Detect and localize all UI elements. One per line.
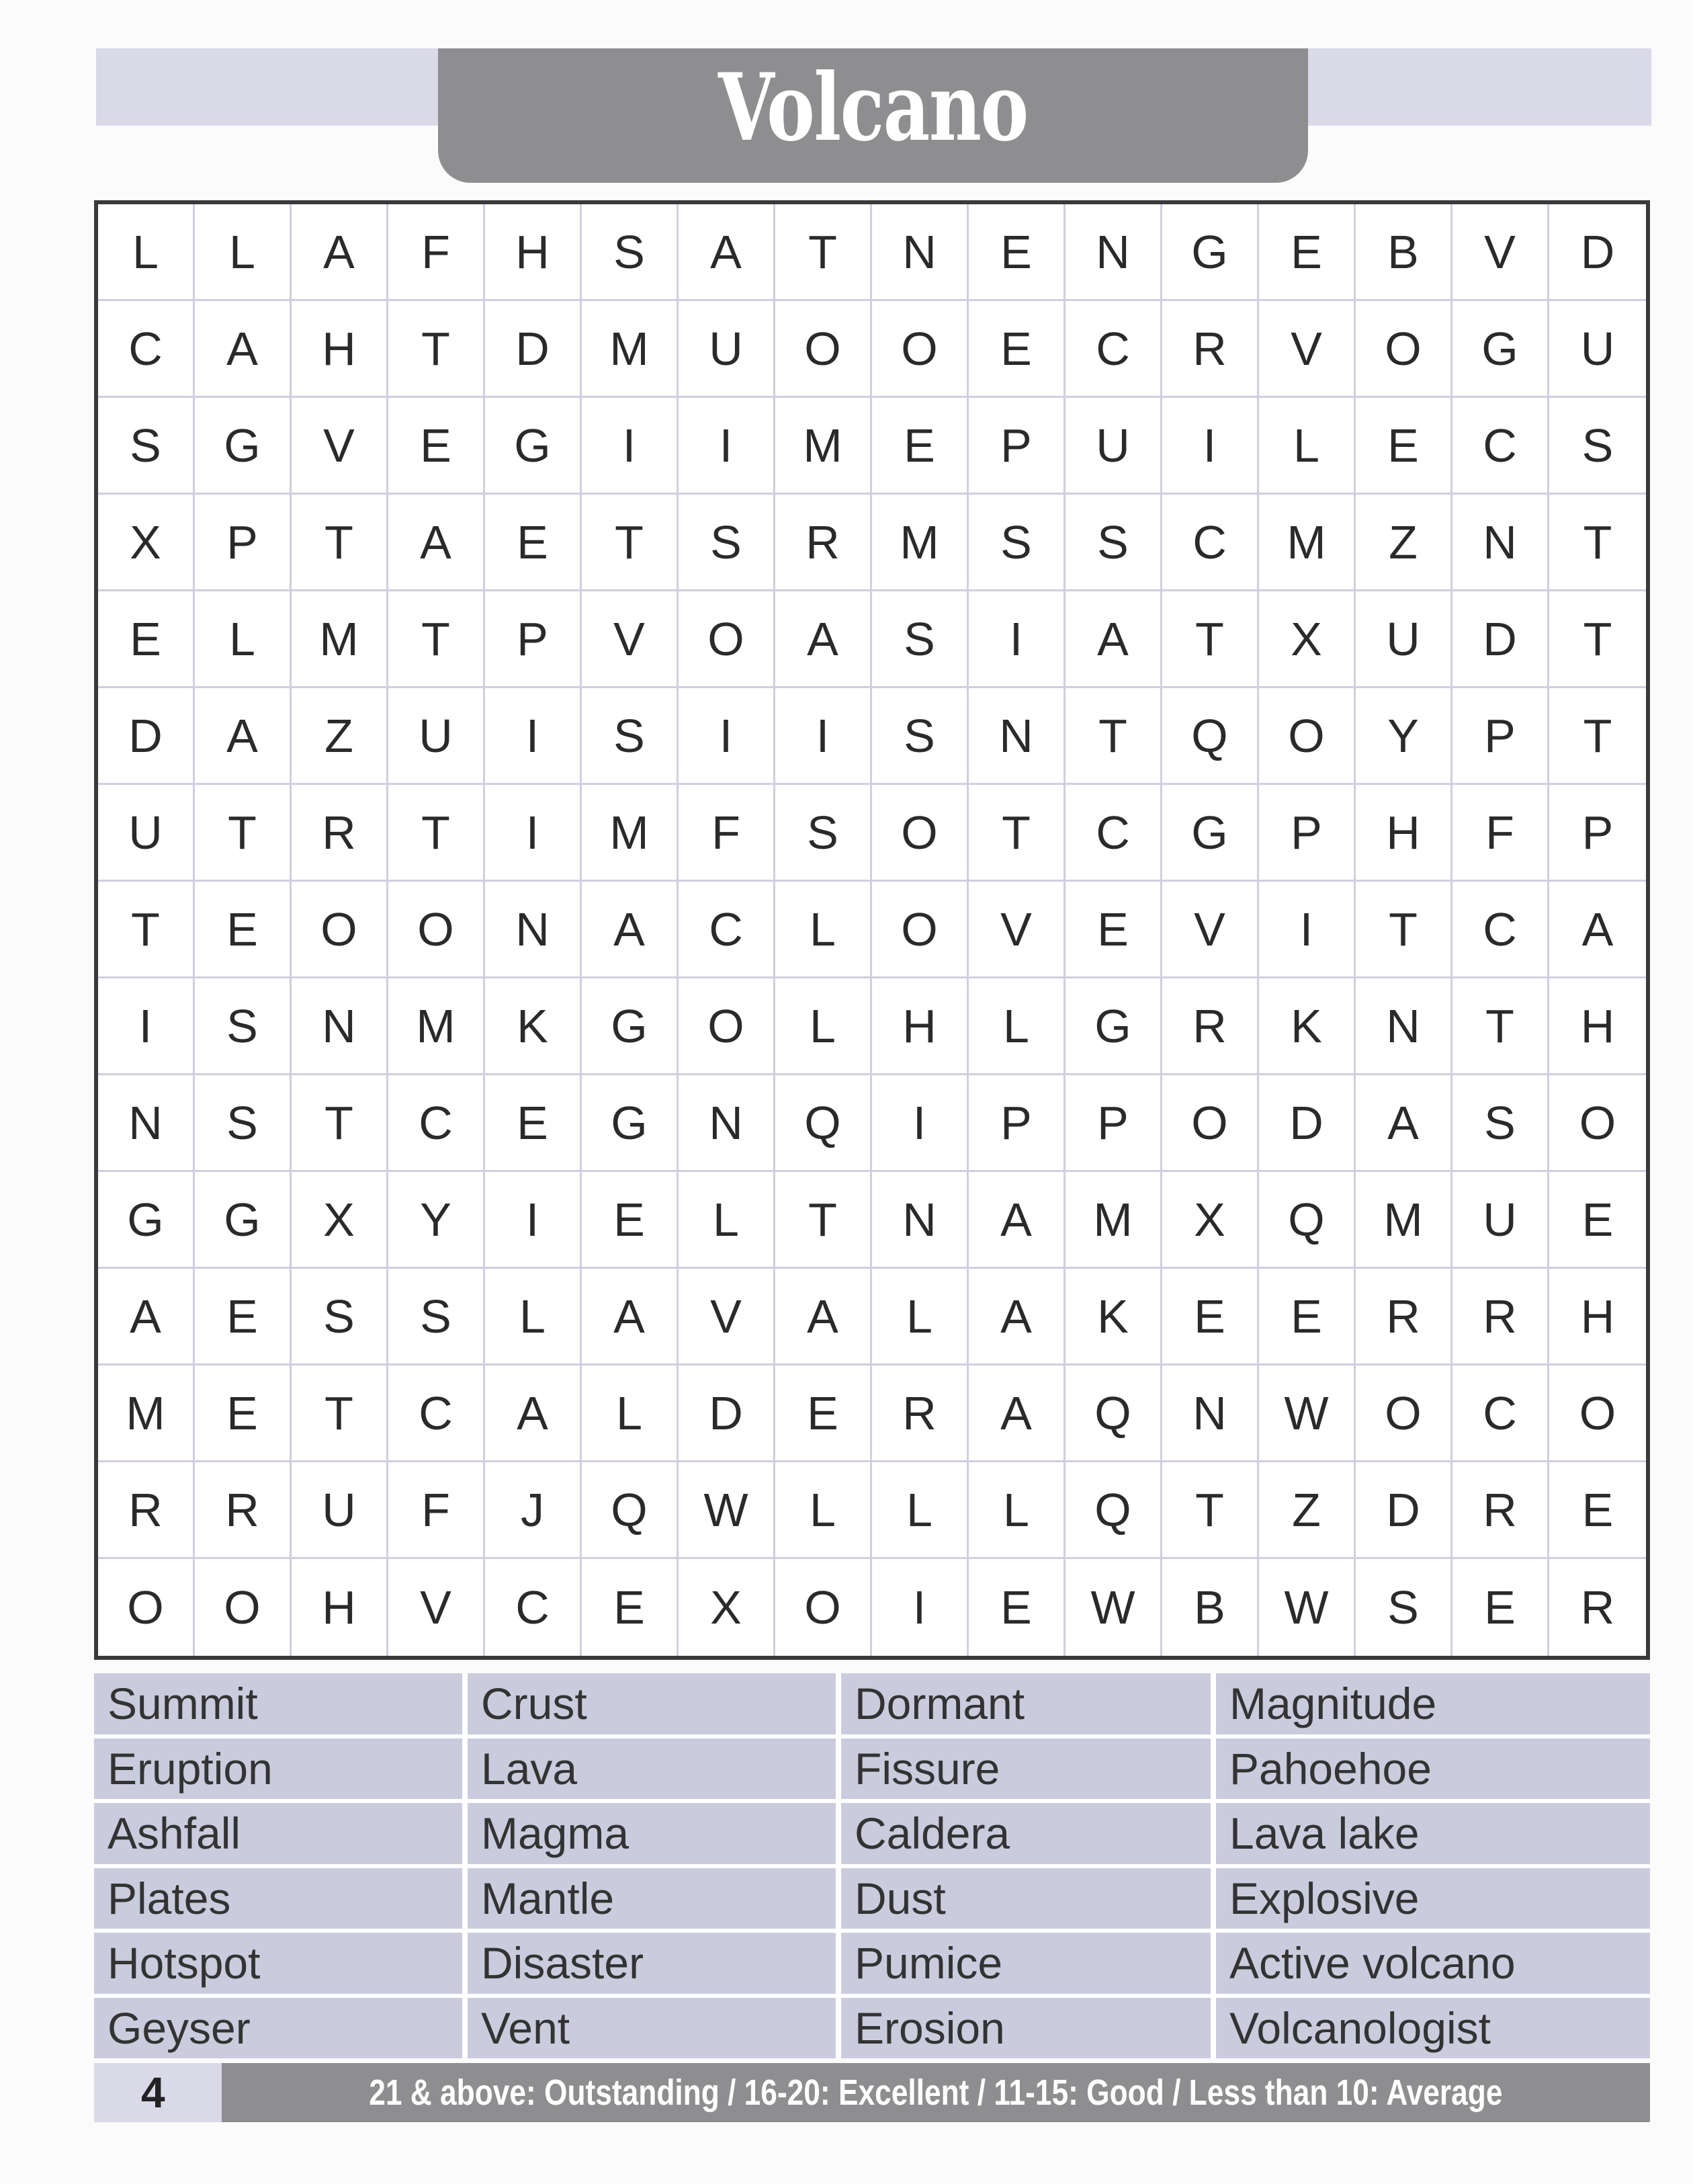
grid-cell[interactable]: T [1162,1462,1259,1559]
grid-cell[interactable]: H [1549,978,1646,1075]
grid-cell[interactable]: J [485,1462,582,1559]
grid-cell[interactable]: I [679,688,775,785]
grid-cell[interactable]: N [1066,204,1162,301]
grid-cell[interactable]: Z [1356,495,1452,591]
grid-cell[interactable]: B [1162,1559,1259,1656]
grid-cell[interactable]: E [969,204,1066,301]
grid-cell[interactable]: R [1452,1269,1549,1366]
grid-cell[interactable]: N [98,1075,195,1172]
grid-cell[interactable]: L [1259,398,1356,495]
word-item: Eruption [94,1738,462,1800]
grid-cell[interactable]: H [292,301,388,398]
grid-cell[interactable]: E [485,1075,582,1172]
grid-cell[interactable]: S [775,785,872,882]
grid-cell[interactable]: Q [775,1075,872,1172]
grid-cell[interactable]: G [1452,301,1549,398]
grid-cell[interactable]: E [1549,1462,1646,1559]
grid-cell[interactable]: S [1066,495,1162,591]
grid-cell[interactable]: M [98,1366,195,1462]
grid-cell[interactable]: R [1452,1462,1549,1559]
grid-cell[interactable]: T [292,1366,388,1462]
word-item: Summit [94,1673,462,1734]
grid-cell[interactable]: I [775,688,872,785]
grid-cell[interactable]: T [775,204,872,301]
grid-cell[interactable]: P [485,591,582,688]
grid-cell[interactable]: V [1162,882,1259,978]
grid-cell[interactable]: E [1066,882,1162,978]
word-item: Pahoehoe [1216,1738,1650,1800]
grid-cell[interactable]: G [195,398,292,495]
grid-cell[interactable]: H [1356,785,1452,882]
grid-cell[interactable]: L [872,1269,969,1366]
grid-cell[interactable]: P [1259,785,1356,882]
grid-cell[interactable]: R [292,785,388,882]
grid-cell[interactable]: H [1549,1269,1646,1366]
grid-cell[interactable]: S [582,204,679,301]
grid-cell[interactable]: F [388,1462,485,1559]
grid-cell[interactable]: T [98,882,195,978]
grid-cell[interactable]: F [679,785,775,882]
grid-cell[interactable]: K [1066,1269,1162,1366]
grid-cell[interactable]: U [1066,398,1162,495]
grid-cell[interactable]: E [582,1172,679,1269]
word-column [468,1673,836,2058]
grid-cell[interactable]: E [1452,1559,1549,1656]
grid-cell[interactable]: I [1162,398,1259,495]
grid-cell[interactable]: U [1356,591,1452,688]
grid-cell[interactable]: E [485,495,582,591]
grid-cell[interactable]: M [1259,495,1356,591]
grid-cell[interactable]: E [1356,398,1452,495]
word-item: Crust [468,1673,836,1734]
grid-cell[interactable]: V [292,398,388,495]
grid-cell[interactable]: A [969,1269,1066,1366]
grid-cell[interactable]: C [679,882,775,978]
grid-cell[interactable]: O [388,882,485,978]
grid-cell[interactable]: A [775,1269,872,1366]
grid-cell[interactable]: M [775,398,872,495]
grid-cell[interactable]: T [292,495,388,591]
grid-cell[interactable]: H [485,204,582,301]
grid-cell[interactable]: A [969,1366,1066,1462]
grid-cell[interactable]: S [1549,398,1646,495]
grid-cell[interactable]: F [1452,785,1549,882]
grid-cell[interactable]: A [195,688,292,785]
grid-cell[interactable]: K [485,978,582,1075]
word-item: Dust [841,1868,1211,1929]
grid-cell[interactable]: A [969,1172,1066,1269]
grid-cell[interactable]: I [485,785,582,882]
grid-cell[interactable]: E [195,1366,292,1462]
grid-cell[interactable]: R [98,1462,195,1559]
grid-cell[interactable]: G [582,1075,679,1172]
grid-cell[interactable]: U [1452,1172,1549,1269]
grid-cell[interactable]: T [1066,688,1162,785]
grid-cell[interactable]: N [485,882,582,978]
grid-cell[interactable]: C [1452,1366,1549,1462]
grid-cell[interactable]: O [1549,1366,1646,1462]
grid-cell[interactable]: L [775,978,872,1075]
grid-cell[interactable]: V [1259,301,1356,398]
grid-cell[interactable]: O [292,882,388,978]
grid-cell[interactable]: X [1162,1172,1259,1269]
grid-cell[interactable]: Q [1162,688,1259,785]
grid-cell[interactable]: X [98,495,195,591]
grid-cell[interactable]: P [969,1075,1066,1172]
grid-cell[interactable]: X [1259,591,1356,688]
grid-cell[interactable]: V [582,591,679,688]
word-item: Pumice [841,1933,1211,1994]
grid-cell[interactable]: I [485,1172,582,1269]
grid-cell[interactable]: E [969,301,1066,398]
grid-cell[interactable]: S [292,1269,388,1366]
grid-cell[interactable]: G [485,398,582,495]
grid-cell[interactable]: D [679,1366,775,1462]
grid-cell[interactable]: P [195,495,292,591]
grid-cell[interactable]: O [1356,1366,1452,1462]
grid-cell[interactable]: G [1162,785,1259,882]
grid-cell[interactable]: T [388,591,485,688]
grid-cell[interactable]: L [775,882,872,978]
word-item: Caldera [841,1803,1211,1864]
grid-cell[interactable]: S [679,495,775,591]
grid-cell[interactable]: I [582,398,679,495]
grid-cell[interactable]: G [98,1172,195,1269]
grid-cell[interactable]: E [582,1559,679,1656]
word-column [1216,1673,1650,2058]
word-item: Ashfall [94,1803,462,1864]
grid-cell[interactable]: G [1066,978,1162,1075]
grid-cell[interactable]: C [1452,882,1549,978]
word-column [841,1673,1211,2058]
grid-cell[interactable]: Q [582,1462,679,1559]
grid-cell[interactable]: S [872,688,969,785]
grid-cell[interactable]: T [1549,688,1646,785]
grid-cell[interactable]: L [679,1172,775,1269]
grid-cell[interactable]: S [388,1269,485,1366]
grid-cell[interactable]: O [195,1559,292,1656]
grid-cell[interactable]: G [195,1172,292,1269]
grid-cell[interactable]: V [1452,204,1549,301]
grid-cell[interactable]: A [582,882,679,978]
grid-cell[interactable]: V [388,1559,485,1656]
grid-cell[interactable]: R [1580,1581,1615,1634]
footer [94,2063,1650,2122]
grid-cell[interactable]: C [388,1075,485,1172]
word-item: Volcanologist [1216,1998,1650,2059]
grid-cell[interactable]: L [485,1269,582,1366]
grid-cell[interactable]: D [485,301,582,398]
grid-cell[interactable]: C [98,301,195,398]
word-list [94,1673,1650,2058]
grid-cell[interactable]: U [292,1462,388,1559]
grid-cell[interactable]: P [1066,1075,1162,1172]
grid-cell[interactable]: O [872,301,969,398]
grid-cell[interactable]: R [775,495,872,591]
grid-cell[interactable]: C [485,1559,582,1656]
word-item: Vent [468,1998,836,2059]
page-number: 4 [141,2068,165,2117]
grid-cell[interactable]: A [775,591,872,688]
grid-cell[interactable]: C [1066,301,1162,398]
word-item: Active volcano [1216,1933,1650,1994]
grid-cell[interactable]: E [775,1366,872,1462]
grid-cell[interactable]: N [1356,978,1452,1075]
grid-cell[interactable]: T [388,785,485,882]
grid-cell[interactable]: S [969,495,1066,591]
grid-cell[interactable]: T [969,785,1066,882]
grid-cell[interactable]: F [388,204,485,301]
grid-cell[interactable]: T [775,1172,872,1269]
score-bar [222,2063,1650,2122]
grid-cell[interactable]: Z [292,688,388,785]
grid-cell[interactable]: L [969,978,1066,1075]
word-item: Erosion [841,1998,1211,2059]
grid-cell[interactable]: E [969,1559,1066,1656]
grid-cell[interactable]: R [195,1462,292,1559]
word-item: Disaster [468,1933,836,1994]
grid-cell[interactable]: S [195,978,292,1075]
grid-cell[interactable]: N [292,978,388,1075]
grid-cell[interactable]: N [1452,495,1549,591]
word-item: Lava [468,1738,836,1800]
grid-cell[interactable]: E [195,1269,292,1366]
grid-cell[interactable]: O [1549,1075,1646,1172]
grid-cell[interactable]: T [388,301,485,398]
grid-cell[interactable]: T [582,495,679,591]
grid-cell[interactable]: A [388,495,485,591]
grid-cell[interactable]: R [1356,1269,1452,1366]
grid-cell[interactable]: C [388,1366,485,1462]
grid-cell[interactable]: U [1549,301,1646,398]
grid-cell[interactable]: A [582,1269,679,1366]
grid-cell[interactable]: C [1452,398,1549,495]
grid-cell[interactable]: M [582,301,679,398]
grid-cell[interactable]: B [1356,204,1452,301]
grid-cell[interactable]: O [1356,301,1452,398]
grid-cell[interactable]: C [1066,785,1162,882]
grid-cell[interactable]: U [388,688,485,785]
grid-cell[interactable]: Y [1356,688,1452,785]
grid-cell[interactable]: M [1356,1172,1452,1269]
grid-cell[interactable]: D [1259,1075,1356,1172]
grid-cell[interactable]: S [1452,1075,1549,1172]
grid-cell[interactable]: P [1549,785,1646,882]
grid-cell[interactable]: L [98,204,195,301]
grid-cell[interactable]: Q [1259,1172,1356,1269]
grid-cell[interactable]: H [292,1559,388,1656]
grid-cell[interactable]: O [775,1559,872,1656]
word-item: Plates [94,1868,462,1929]
grid-cell[interactable]: L [195,204,292,301]
grid-cell[interactable]: L [775,1462,872,1559]
grid-cell[interactable]: G [582,978,679,1075]
grid-cell[interactable]: M [872,495,969,591]
grid-cell[interactable]: Q [1066,1462,1162,1559]
grid-cell[interactable]: E [388,398,485,495]
scoring-text: 21 & above: Outstanding / 16-20: Excellent / 11-15: Good / Less than 10: Average [369,2072,1503,2113]
word-item: Dormant [841,1673,1211,1734]
grid-cell[interactable]: K [1259,978,1356,1075]
grid-cell[interactable]: I [872,1559,969,1656]
grid-cell[interactable]: T [1356,882,1452,978]
grid-cell[interactable]: W [1066,1559,1162,1656]
grid-cell[interactable]: W [1259,1366,1356,1462]
grid-cell[interactable]: Z [1259,1462,1356,1559]
grid-cell[interactable]: Q [1066,1366,1162,1462]
grid-cell[interactable]: Y [388,1172,485,1269]
grid-cell[interactable]: A [679,204,775,301]
grid-cell[interactable]: W [1259,1559,1356,1656]
grid-cell[interactable]: N [969,688,1066,785]
grid-cell[interactable]: A [98,1269,195,1366]
letter-grid [94,200,1650,1660]
grid-cell[interactable]: M [292,591,388,688]
grid-cell[interactable]: I [969,591,1066,688]
grid-cell[interactable]: A [1549,882,1646,978]
grid-cell[interactable]: N [1162,1366,1259,1462]
grid-cell[interactable]: D [1452,591,1549,688]
grid-cell[interactable]: M [1066,1172,1162,1269]
word-item: Mantle [468,1868,836,1929]
grid-cell[interactable]: L [872,1462,969,1559]
grid-cell[interactable]: I [485,688,582,785]
grid-cell[interactable]: E [98,591,195,688]
grid-cell[interactable]: O [679,978,775,1075]
grid-cell[interactable]: A [1356,1075,1452,1172]
grid-cell[interactable]: X [679,1559,775,1656]
grid-cell[interactable]: T [1452,978,1549,1075]
grid-cell[interactable]: G [1162,204,1259,301]
grid-cell[interactable]: N [872,204,969,301]
word-item: Lava lake [1216,1803,1650,1864]
grid-cell[interactable]: L [582,1366,679,1462]
word-item: Hotspot [94,1933,462,1994]
grid-cell[interactable]: I [1259,882,1356,978]
grid-cell[interactable]: V [679,1269,775,1366]
title-tab [438,48,1308,183]
grid-cell[interactable]: W [679,1462,775,1559]
grid-cell[interactable]: S [1356,1559,1452,1656]
grid-cell[interactable]: O [872,882,969,978]
grid-cell[interactable]: D [98,688,195,785]
grid-cell[interactable]: A [195,301,292,398]
grid-cell[interactable]: S [195,1075,292,1172]
grid-cell[interactable]: L [969,1462,1066,1559]
word-item: Fissure [841,1738,1211,1800]
grid-cell[interactable]: P [969,398,1066,495]
grid-cell[interactable]: M [388,978,485,1075]
grid-cell[interactable]: O [872,785,969,882]
grid-cell[interactable]: U [98,785,195,882]
grid-cell[interactable]: T [1549,495,1646,591]
grid-cell[interactable]: X [292,1172,388,1269]
grid-cell[interactable]: I [98,978,195,1075]
grid-cell[interactable]: S [872,591,969,688]
grid-cell[interactable]: O [775,301,872,398]
word-column [94,1673,462,2058]
grid-cell[interactable]: S [582,688,679,785]
grid-cell[interactable]: I [872,1075,969,1172]
grid-cell[interactable]: I [679,398,775,495]
word-item: Magma [468,1803,836,1864]
grid-cell[interactable]: L [195,591,292,688]
grid-cell[interactable]: O [98,1559,195,1656]
grid-cell[interactable]: N [872,1172,969,1269]
grid-cell[interactable]: T [292,1075,388,1172]
grid-cell[interactable]: E [872,398,969,495]
grid-cell[interactable]: R [1162,978,1259,1075]
grid-cell[interactable]: A [485,1366,582,1462]
grid-cell[interactable]: D [1356,1462,1452,1559]
grid-cell[interactable]: C [1162,495,1259,591]
word-item: Magnitude [1216,1673,1650,1734]
page-title: Volcano [718,52,1028,162]
grid-cell[interactable]: D [1549,204,1646,301]
grid-cell[interactable]: O [679,591,775,688]
word-item: Explosive [1216,1868,1650,1929]
grid-cell[interactable]: M [582,785,679,882]
grid-cell[interactable]: E [195,882,292,978]
grid-cell[interactable]: A [292,204,388,301]
grid-cell[interactable]: A [1066,591,1162,688]
grid-cell[interactable]: E [1259,204,1356,301]
word-item: Geyser [94,1998,462,2059]
grid-cell[interactable]: T [195,785,292,882]
grid-cell[interactable]: V [969,882,1066,978]
grid-cell[interactable]: P [1452,688,1549,785]
grid-cell[interactable]: R [872,1366,969,1462]
grid-cell[interactable]: S [98,398,195,495]
grid-cell[interactable]: E [1259,1269,1356,1366]
grid-cell[interactable]: T [1549,591,1646,688]
grid-cell[interactable]: T [1162,591,1259,688]
grid-cell[interactable]: N [679,1075,775,1172]
grid-cell[interactable]: O [1259,688,1356,785]
grid-cell[interactable]: E [1549,1172,1646,1269]
grid-cell[interactable]: E [1162,1269,1259,1366]
grid-cell[interactable]: R [1162,301,1259,398]
grid-cell[interactable]: U [679,301,775,398]
grid-cell[interactable]: O [1162,1075,1259,1172]
grid-cell[interactable]: H [872,978,969,1075]
